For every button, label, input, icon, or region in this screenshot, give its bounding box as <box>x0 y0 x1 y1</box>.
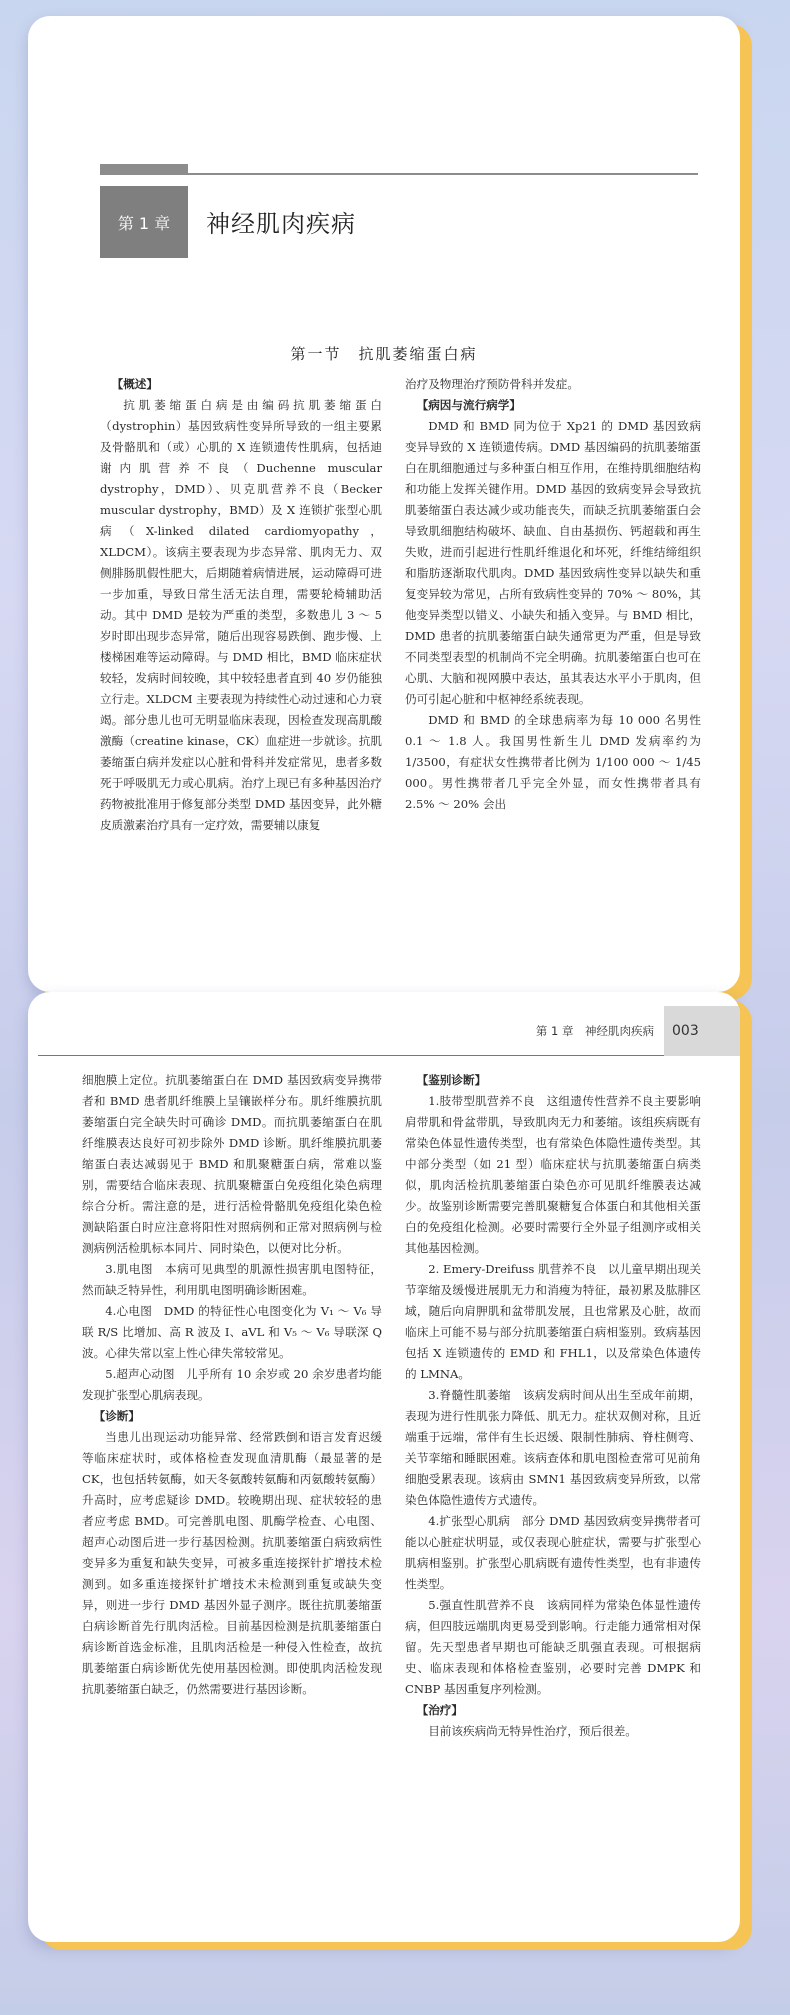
book-page-1 <box>28 16 740 992</box>
paragraph: 2. Emery-Dreifuss 肌营养不良 以儿童早期出现关节挛缩及缓慢进展肌无力和消瘦为特征，最初累及肱腓区域，随后向肩胛肌和盆带肌发展，且也常累及心脏，故而临床上可能不易与部分抗肌萎缩蛋白病相鉴别。致病基因包括 X 连锁遗传的 EMD 和 FHL1，以及常染色体遗传的 LMNA。 <box>405 1262 701 1381</box>
section-heading: 【概述】 <box>111 377 158 391</box>
page1-right-column <box>405 374 701 815</box>
paragraph: 抗肌萎缩蛋白病是由编码抗肌萎缩蛋白（dystrophin）基因致病性变异所导致的一组主要累及骨骼肌和（或）心肌的 X 连锁遗传性肌病，包括迪谢内肌营养不良（Duchenne muscular dystrophy，DMD）、贝克肌营养不良（Becker muscular dystrophy，BMD）及 X 连锁扩张型心肌病（X-linked dilated cardiomyopathy，XLDCM）。该病主要表现为步态异常、肌肉无力、双侧腓肠肌假性肥大，后期随着病情进展，运动障碍可进一步加重，导致日常生活无法自理，需要轮椅辅助活动。其中 DMD 是较为严重的类型，多数患儿 3 ～ 5 岁时即出现步态异常，随后出现容易跌倒、跑步慢、上楼梯困难等运动障碍。与 DMD 相比，BMD 临床症状较轻，发病时间较晚，其中较轻患者直到 40 岁仍能独立行走。XLDCM 主要表现为持续性心动过速和心力衰竭。部分患儿也可无明显临床表现，因检查发现高肌酸激酶（creatine kinase，CK）血症进一步就诊。抗肌萎缩蛋白病并发症以心脏和骨科并发症常见，患者多数死于呼吸肌无力或心肌病。治疗上现已有多种基因治疗药物被批准用于修复部分类型 DMD 基因变异，此外糖皮质激素治疗具有一定疗效，需要辅以康复 <box>100 398 382 832</box>
running-title: 第 1 章 神经肌肉疾病 <box>535 1024 654 1038</box>
paragraph: DMD 和 BMD 的全球患病率为每 10 000 名男性 0.1 ～ 1.8 人。我国男性新生儿 DMD 发病率约为 1/3500，有症状女性携带者比例为 1/100 000 ～ 1/45 000。男性携带者几乎完全外显，而女性携带者具有 2.5% ～ 20% 会出 <box>405 713 701 811</box>
paragraph: 目前该疾病尚无特异性治疗，预后很差。 <box>428 1724 637 1738</box>
section-title: 第一节 抗肌萎缩蛋白病 <box>290 345 478 363</box>
paragraph: 3.脊髓性肌萎缩 该病发病时间从出生至成年前期，表现为进行性肌张力降低、肌无力。症状双侧对称，且近端重于远端，常伴有生长迟缓、限制性肺病、脊柱侧弯、关节挛缩和睡眠困难。该病查体和肌电图检查常可见前角细胞受累表现。该病由 SMN1 基因致病变异所致，以常染色体隐性遗传方式遗传。 <box>405 1388 701 1507</box>
page2-right-column <box>405 1070 701 1742</box>
page1-left-column <box>100 374 382 836</box>
section-heading: 【治疗】 <box>416 1703 463 1717</box>
header-rule <box>38 1055 664 1056</box>
paragraph-continued: 细胞膜上定位。抗肌萎缩蛋白在 DMD 基因致病变异携带者和 BMD 患者肌纤维膜上呈镶嵌样分布。肌纤维膜抗肌萎缩蛋白完全缺失时可确诊 DMD。而抗肌萎缩蛋白在肌纤维膜表达良好可初步除外 DMD 诊断。肌纤维膜抗肌萎缩蛋白表达减弱见于 BMD 和肌聚糖蛋白病，常难以鉴别，需要结合临床表现、抗肌聚糖蛋白免疫组化染色病理综合分析。需注意的是，进行活检骨骼肌免疫组化染色检测缺陷蛋白时应注意将阳性对照病例和正常对照病例与检测病例活检肌标本同片、同时染色，以便对比分析。 <box>82 1073 382 1255</box>
paragraph: 3.肌电图 本病可见典型的肌源性损害肌电图特征，然而缺乏特异性，利用肌电图明确诊断困难。 <box>82 1262 382 1297</box>
section-heading: 【诊断】 <box>93 1409 140 1423</box>
paragraph: 1.肢带型肌营养不良 这组遗传性营养不良主要影响肩带肌和骨盆带肌，导致肌肉无力和萎缩。该组疾病既有常染色体显性遗传类型，也有常染色体隐性遗传类型。其中部分类型（如 21 型）临床症状与抗肌萎缩蛋白病类似，肌肉活检抗肌萎缩蛋白染色亦可见肌纤维膜表达减少。故鉴别诊断需要完善肌聚糖复合体蛋白和其他相关蛋白的免疫组化检测。必要时需要行全外显子组测序或相关其他基因检测。 <box>405 1094 701 1255</box>
chapter-rule-thick <box>100 164 188 175</box>
section-heading: 【鉴别诊断】 <box>416 1073 487 1087</box>
running-header <box>536 1006 740 1056</box>
book-page-2 <box>28 992 740 1942</box>
chapter-rule-thin <box>188 173 698 175</box>
paragraph: 4.心电图 DMD 的特征性心电图变化为 V₁ ～ V₆ 导联 R/S 比增加、高 R 波及 Ⅰ、aVL 和 V₅ ～ V₆ 导联深 Q 波。心律失常以室上性心律失常较常见。 <box>82 1304 382 1360</box>
paragraph: DMD 和 BMD 同为位于 Xp21 的 DMD 基因致病变异导致的 X 连锁遗传病。DMD 基因编码的抗肌萎缩蛋白在肌细胞通过与多种蛋白相互作用，在维持肌细胞结构和功能上发挥关键作用。DMD 基因的致病变异会导致抗肌萎缩蛋白表达减少或功能丧失，而缺乏抗肌萎缩蛋白会导致肌细胞结构破坏、缺血、自由基损伤、钙超载和再生失败，进而引起进行性肌纤维退化和坏死，纤维结缔组织和脂肪逐渐取代肌肉。DMD 基因致病性变异以缺失和重复变异较为常见，占所有致病性变异的 70% ～ 80%，其他变异类型以错义、小缺失和插入变异。与 BMD 相比，DMD 患者的抗肌萎缩蛋白缺失通常更为严重，但是导致不同类型表型的机制尚不完全明确。抗肌萎缩蛋白也可在心肌、大脑和视网膜中表达，虽其表达水平小于肌肉，但仍可引起心脏和中枢神经系统表现。 <box>405 419 701 706</box>
paragraph: 5.强直性肌营养不良 该病同样为常染色体显性遗传病，但四肢远端肌肉更易受到影响。行走能力通常相对保留。先天型患者早期也可能缺乏肌强直表现。可根据病史、临床表现和体格检查鉴别，必要时完善 DMPK 和 CNBP 基因重复序列检测。 <box>405 1598 701 1696</box>
page2-left-column <box>82 1070 382 1700</box>
page-number: 003 <box>664 1006 740 1056</box>
paragraph: 5.超声心动图 儿乎所有 10 余岁或 20 余岁患者均能发现扩张型心肌病表现。 <box>82 1367 382 1402</box>
paragraph: 4.扩张型心肌病 部分 DMD 基因致病变异携带者可能以心脏症状明显，或仅表现心脏症状，需要与扩张型心肌病相鉴别。扩张型心肌病既有遗传性类型，也有非遗传性类型。 <box>405 1514 701 1591</box>
paragraph-continued: 治疗及物理治疗预防骨科并发症。 <box>405 377 579 391</box>
section-heading: 【病因与流行病学】 <box>416 398 521 412</box>
paragraph: 当患儿出现运动功能异常、经常跌倒和语言发育迟缓等临床症状时，或体格检查发现血清肌酶（最显著的是 CK，也包括转氨酶，如天冬氨酸转氨酶和丙氨酸转氨酶）升高时，应考虑疑诊 DMD。较晚期出现、症状较轻的患者应考虑 BMD。可完善肌电图、肌酶学检查、心电图、超声心动图后进一步行基因检测。抗肌萎缩蛋白病致病性变异多为重复和缺失变异，可被多重连接探针扩增技术检测到。如多重连接探针扩增技术未检测到重复或缺失变异，则进一步行 DMD 基因外显子测序。既往抗肌萎缩蛋白病诊断首先行肌肉活检。目前基因检测是抗肌萎缩蛋白病诊断首选金标准，且肌肉活检是一种侵入性检查，故抗肌萎缩蛋白病诊断优先使用基因检测。即使肌肉活检发现抗肌萎缩蛋白缺乏，仍然需要进行基因诊断。 <box>82 1430 382 1696</box>
chapter-label: 第 1 章 <box>100 186 188 258</box>
chapter-title: 神经肌肉疾病 <box>206 210 356 238</box>
